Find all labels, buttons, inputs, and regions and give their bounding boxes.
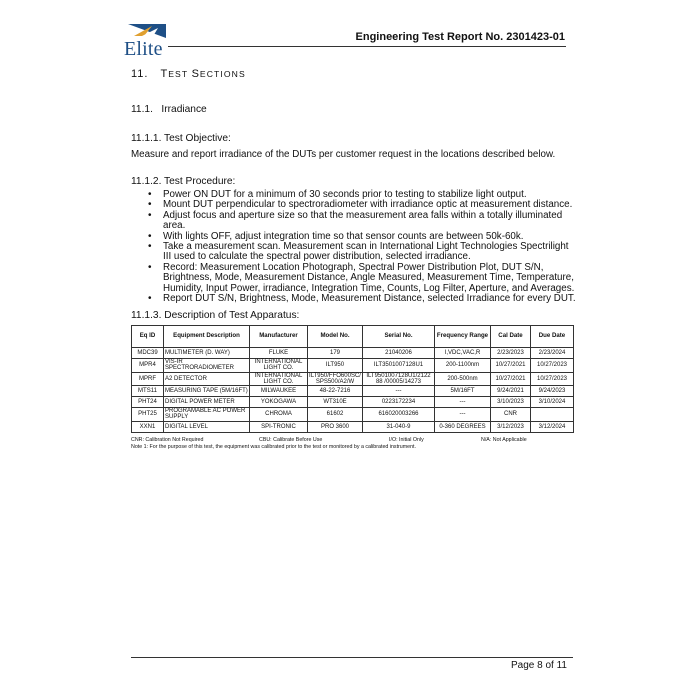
- table-cell: ---: [363, 386, 435, 397]
- table-cell: DIGITAL LEVEL: [164, 421, 250, 432]
- table-cell: 0-360 DEGREES: [435, 421, 491, 432]
- legend-item: I/O: Initial Only: [389, 437, 424, 443]
- header-divider: [168, 46, 566, 47]
- objective-heading: 11.1.1. Test Objective:: [131, 133, 231, 144]
- table-cell: MEASURING TAPE (5M/16FT): [164, 386, 250, 397]
- table-cell: DIGITAL POWER METER: [164, 397, 250, 408]
- table-cell: CHROMA: [250, 408, 308, 422]
- table-cell: ---: [435, 408, 491, 422]
- procedure-list: [147, 190, 577, 304]
- table-cell: 10/27/2021: [491, 359, 531, 373]
- section-title-rest1: EST: [168, 69, 192, 79]
- list-item: • Record: Measurement Location Photograph, Spectral Power Distribution Plot, DUT S/N, Brightness, Mode, Measurement Distance, Angle Measured, Measurement Time, Temperature, Humidity, Input Power, irradiance, Integration Time, Counts, Log Filter, Aperture, and Averages.: [147, 263, 577, 294]
- table-cell: 61602: [308, 408, 363, 422]
- section-title-cap2: S: [191, 68, 200, 80]
- table-cell: 21040206: [363, 348, 435, 359]
- table-cell: SPI-TRONIC: [250, 421, 308, 432]
- list-item: • Report DUT S/N, Brightness, Mode, Measurement Distance, selected Irradiance for every DUT.: [147, 294, 577, 304]
- table-row: [132, 397, 574, 408]
- column-header: Cal Date: [491, 326, 531, 348]
- apparatus-heading: 11.1.3. Description of Test Apparatus:: [131, 310, 300, 321]
- table-cell: 179: [308, 348, 363, 359]
- table-cell: WT310E: [308, 397, 363, 408]
- table-cell: MPR4: [132, 359, 164, 373]
- legend-item: N/A: Not Applicable: [481, 437, 527, 443]
- table-cell: 200-1100nm: [435, 359, 491, 373]
- table-cell: MDC39: [132, 348, 164, 359]
- table-cell: 2/23/2023: [491, 348, 531, 359]
- table-cell: 3/12/2023: [491, 421, 531, 432]
- table-row: [132, 421, 574, 432]
- table-cell: 3/12/2024: [531, 421, 574, 432]
- section-number: 11.: [131, 68, 149, 80]
- table-cell: INTERNATIONAL LIGHT CO.: [250, 372, 308, 386]
- report-title: Engineering Test Report No. 2301423-01: [355, 31, 565, 43]
- table-cell: 10/27/2021: [491, 372, 531, 386]
- objective-text: Measure and report irradiance of the DUTs per customer request in the locations described below.: [131, 149, 556, 160]
- footer-divider: [131, 657, 573, 658]
- table-cell: YOKOGAWA: [250, 397, 308, 408]
- list-item: • Mount DUT perpendicular to spectroradiometer with irradiance optic at measurement distance.: [147, 200, 577, 210]
- table-cell: MTS11: [132, 386, 164, 397]
- table-cell: 2/23/2024: [531, 348, 574, 359]
- table-row: [132, 372, 574, 386]
- procedure-heading: 11.1.2. Test Procedure:: [131, 176, 236, 187]
- column-header: Equipment Description: [164, 326, 250, 348]
- table-cell: PHT25: [132, 408, 164, 422]
- legend-item: CBU: Calibrate Before Use: [259, 437, 323, 443]
- table-row: [132, 408, 574, 422]
- table-cell: 5M/16FT: [435, 386, 491, 397]
- table-row: [132, 386, 574, 397]
- table-cell: MILWAUKEE: [250, 386, 308, 397]
- list-item: • Take a measurement scan. Measurement scan in International Light Technologies Spectrilight III used to calculate the spectral power distribution, selected irradiance.: [147, 242, 577, 263]
- section-title-rest2: ECTIONS: [199, 69, 246, 79]
- apparatus-table: [131, 325, 574, 433]
- column-header: Eq ID: [132, 326, 164, 348]
- table-cell: 200-500nm: [435, 372, 491, 386]
- table-cell: 3/10/2024: [531, 397, 574, 408]
- table-cell: MPRF: [132, 372, 164, 386]
- table-cell: PRO 3600: [308, 421, 363, 432]
- table-cell: CNR: [491, 408, 531, 422]
- table-row: [132, 359, 574, 373]
- table-cell: 9/24/2021: [491, 386, 531, 397]
- table-cell: 10/27/2023: [531, 359, 574, 373]
- column-header: Serial No.: [363, 326, 435, 348]
- table-cell: I,VDC,VAC,R: [435, 348, 491, 359]
- logo-wordmark: Elite: [124, 38, 163, 60]
- table-cell: ILT950/FFO600SC/ SPS500/A2/W: [309, 372, 361, 385]
- section-title-cap1: T: [160, 68, 169, 80]
- table-cell: INTERNATIONAL LIGHT CO.: [250, 359, 308, 373]
- table-cell: MULTIMETER (D. WAY): [164, 348, 250, 359]
- table-cell: PROGRAMABLE AC POWER SUPPLY: [164, 408, 250, 422]
- table-cell: A2 DETECTOR: [164, 372, 250, 386]
- table-cell: XXN1: [132, 421, 164, 432]
- legend-item: CNR: Calibration Not Required: [131, 437, 204, 443]
- table-cell: FLUKE: [250, 348, 308, 359]
- page-number: Page 8 of 11: [511, 660, 567, 671]
- subsection-number: 11.1.: [131, 104, 153, 115]
- table-cell: 10/27/2023: [531, 372, 574, 386]
- table-cell: 31-040-9: [363, 421, 435, 432]
- list-item: • Adjust focus and aperture size so that the measurement area falls within a totally illuminated area.: [147, 211, 577, 232]
- table-cell: 616020003266: [363, 408, 435, 422]
- table-cell: 0223172234: [363, 397, 435, 408]
- column-header: Due Date: [531, 326, 574, 348]
- table-cell: 3/10/2023: [491, 397, 531, 408]
- list-item: • Power ON DUT for a minimum of 30 seconds prior to testing to stabilize light output.: [147, 190, 577, 200]
- table-note: Note 1: For the purpose of this test, the equipment was calibrated prior to the test or monitored by a calibrated instrument.: [131, 444, 417, 450]
- table-cell: ILT9501007128U1/2122 88 /00005/14273: [363, 372, 435, 386]
- table-cell: 9/24/2023: [531, 386, 574, 397]
- table-header-row: [132, 326, 574, 348]
- table-cell: 48-22-7216: [308, 386, 363, 397]
- table-cell: [531, 408, 574, 422]
- subsection-title: Irradiance: [161, 104, 207, 115]
- section-heading: [131, 68, 246, 80]
- subsection-heading: [131, 104, 207, 115]
- table-cell: ---: [435, 397, 491, 408]
- column-header: Model No.: [308, 326, 363, 348]
- table-cell: VIS-IR SPECTRORADIOMETER: [164, 359, 250, 373]
- list-item: • With lights OFF, adjust integration time so that sensor counts are between 50k-60k.: [147, 232, 577, 242]
- column-header: Frequency Range: [435, 326, 491, 348]
- column-header: Manufacturer: [250, 326, 308, 348]
- table-cell: ILT950: [308, 359, 363, 373]
- table-cell: ILT3501007128U1: [363, 359, 435, 373]
- table-cell: PHT24: [132, 397, 164, 408]
- table-row: [132, 348, 574, 359]
